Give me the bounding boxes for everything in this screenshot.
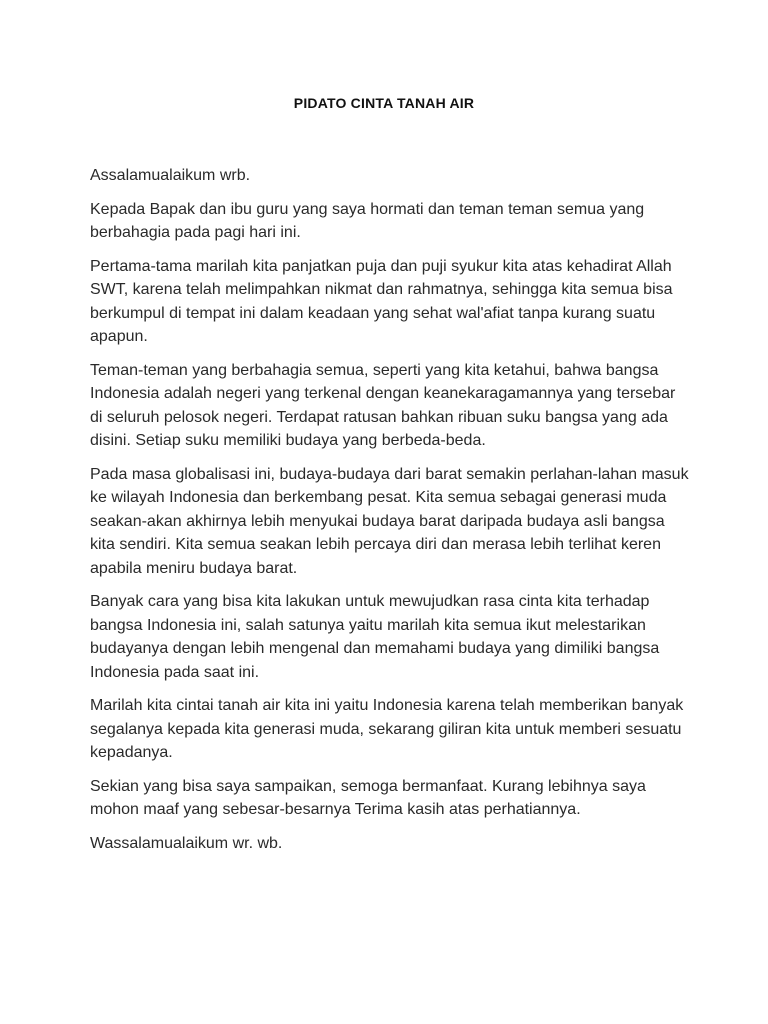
paragraph-farewell: Wassalamualaikum wr. wb. [90, 834, 283, 852]
document-title: PIDATO CINTA TANAH AIR [293, 95, 475, 111]
paragraph-closing: Sekian yang bisa saya sampaikan, semoga bermanfaat. Kurang lebihnya saya mohon maaf yang sebesar-besarnya Terima kasih atas perhatiannya. [90, 777, 646, 818]
paragraph-greeting: Assalamualaikum wrb. [90, 167, 251, 184]
paragraph-globalization: Pada masa globalisasi ini, budaya-budaya dari barat semakin perlahan-lahan masuk ke wilayah Indonesia dan berkembang pesat. Kita semua sebagai generasi muda seakan-akan akhirnya lebih menyukai budaya barat daripada budaya asli bangsa kita sendiri. Kita semua seakan lebih percaya diri dan merasa lebih terlihat keren apabila meniru budaya barat. [90, 465, 689, 577]
paragraph-salutation: Kepada Bapak dan ibu guru yang saya hormati dan teman teman semua yang berbahagia pada pagi hari ini. [90, 200, 645, 241]
document-body [90, 164, 690, 865]
paragraph-diversity: Teman-teman yang berbahagia semua, seperti yang kita ketahui, bahwa bangsa Indonesia adalah negeri yang terkenal dengan keanekaragamannya yang tersebar di seluruh pelosok negeri. Terdapat ratusan bahkan ribuan suku bangsa yang ada disini. Setiap suku memiliki budaya yang berbeda-beda. [90, 361, 676, 449]
paragraph-preservation: Banyak cara yang bisa kita lakukan untuk mewujudkan rasa cinta kita terhadap bangsa Indonesia ini, salah satunya yaitu marilah kita semua ikut melestarikan budayanya dengan lebih mengenal dan memahami budaya yang dimiliki bangsa Indonesia pada saat ini. [90, 593, 660, 681]
paragraph-gratitude: Pertama-tama marilah kita panjatkan puja dan puji syukur kita atas kehadirat Allah SWT, karena telah melimpahkan nikmat dan rahmatnya, sehingga kita semua bisa berkumpul di tempat ini dalam keadaan yang sehat wal'afiat tanpa kurang suatu apapun. [90, 257, 673, 345]
paragraph-love-homeland: Marilah kita cintai tanah air kita ini yaitu Indonesia karena telah memberikan banyak segalanya kepada kita generasi muda, sekarang giliran kita untuk memberi sesuatu kepadanya. [90, 697, 684, 761]
